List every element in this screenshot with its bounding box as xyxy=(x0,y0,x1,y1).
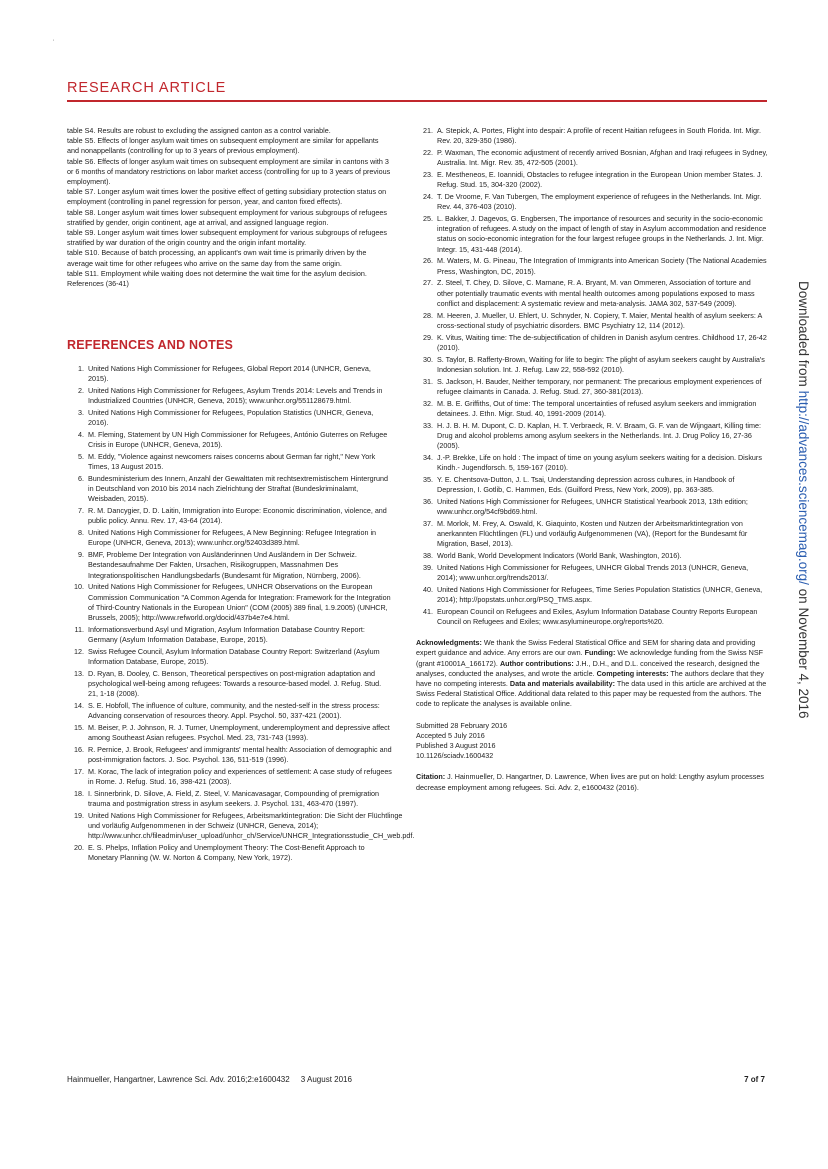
download-banner xyxy=(796,281,811,719)
acknowledgments-text: We thank the Swiss Federal Statistical Office and SEM for sharing data and providing expert guidance and advice. Any errors are our own. xyxy=(416,638,756,658)
reference-item xyxy=(416,333,768,353)
reference-number: 38. xyxy=(423,551,433,561)
reference-text: United Nations High Commissioner for Refugees, UNHCR Statistical Yearbook 2013, 13th edition; www.unhcr.org/54cf9bd69.html. xyxy=(437,496,748,517)
reference-item xyxy=(416,607,768,627)
reference-item xyxy=(416,585,768,605)
reference-number: 13. xyxy=(74,668,84,678)
reference-text: Z. Steel, T. Chey, D. Silove, C. Marnane, R. A. Bryant, M. van Ommeren, Association of torture and other potentially traumatic events with mental health outcomes among populations exposed to mass conflict and displacement: A systematic review and meta-analysis. JAMA 302, 537-549 (2009). xyxy=(437,278,755,308)
acknowledgments xyxy=(416,638,768,709)
supp-line: table S5. Effects of longer asylum wait times on subsequent employment are similar for appellants and nonappellants (controlling for up to 3 years of previous employment). xyxy=(67,136,379,156)
reference-text: BMF, Probleme Der Integration von Ausländerinnen Und Ausländern in Der Schweiz. Bestandesaufnahme Der Fakten, Ursachen, Risikogruppen, Massnahmen Des Integrationspolitischen Handlungsbedarfs (Bundesamt für Migration, Nürnberg, 2006). xyxy=(88,550,361,580)
reference-text: Informationsverbund Asyl und Migration, Asylum Information Database Country Report: Germany (Asylum Information Database, Europe, 2015). xyxy=(88,624,365,645)
footer-citation: Hainmueller, Hangartner, Lawrence Sci. Adv. 2016;2:e1600432 3 August 2016 xyxy=(67,1075,352,1084)
reference-item xyxy=(416,453,768,473)
reference-item xyxy=(416,192,768,212)
reference-item xyxy=(67,550,392,581)
reference-item xyxy=(67,843,392,863)
citation-text: J. Hainmueller, D. Hangartner, D. Lawrence, When lives are put on hold: Lengthy asylum processes decrease employment among refugees. Sci. Adv. 2, e1600432 (2016). xyxy=(416,772,764,792)
reference-number: 20. xyxy=(74,843,84,853)
reference-number: 21. xyxy=(423,126,433,135)
reference-text: M. Heeren, J. Mueller, U. Ehlert, U. Schnyder, N. Copiery, T. Maier, Mental health of asylum seekers: A cross-sectional study of psychiatric disorders. BMC Psychiatry 12, 114 (2012). xyxy=(437,310,762,330)
reference-item xyxy=(67,386,392,406)
reference-number: 30. xyxy=(423,354,433,364)
citation-label: Citation: xyxy=(416,772,446,782)
reference-item xyxy=(67,408,392,428)
reference-text: European Council on Refugees and Exiles, Asylum Information Database Country Reports European Council on Refugees and Exiles; www.asylumineurope.org/reports%20. xyxy=(437,606,758,627)
reference-text: M. Eddy, "Violence against newcomers raises concerns about German far right," New York Times, 13 August 2015. xyxy=(88,452,376,472)
reference-number: 40. xyxy=(423,584,433,594)
reference-item xyxy=(67,701,392,721)
supp-line: table S9. Longer asylum wait times lower subsequent employment for various subgroups of refugees stratified by war duration of the origin country and the origin infant mortality. xyxy=(67,228,388,248)
reference-number: 1. xyxy=(78,364,84,373)
references-left-column xyxy=(67,364,415,865)
reference-text: T. De Vroome, F. Van Tubergen, The employment experience of refugees in the Netherlands. Int. Migr. Rev. 44, 376-403 (2010). xyxy=(437,192,762,212)
reference-item xyxy=(67,723,392,743)
reference-text: United Nations High Commissioner for Refugees, Population Statistics (UNHCR, Geneva, 2016). xyxy=(88,408,374,428)
reference-text: S. Taylor, B. Rafferty-Brown, Waiting for life to begin: The plight of asylum seekers caught by Australia's Indonesian solution. Int. J. Refug. Law 22, 558-592 (2010). xyxy=(437,354,765,374)
reference-item xyxy=(416,563,768,583)
reference-text: United Nations High Commissioner for Refugees, UNHCR Observations on the European Commission Communication "A Common Agenda for Integration: Framework for the Integration of Third-Country Nationals in the European Union" (COM (2005) 389 final, 1.9.2005) (UNHCR, Brussels, 2005); http://www.refworld.org/docid/437b4e7e4.html. xyxy=(88,582,391,623)
reference-number: 18. xyxy=(74,789,84,799)
reference-text: J.-P. Brekke, Life on hold : The impact of time on young asylum seekers waiting for a decision. Diskurs Kindh.- Jugendforsch. 5, 159-167 (2010). xyxy=(437,452,762,473)
data-availability-text: The data used in this article are archived at the Swiss Federal Statistical Office. Additional data related to this paper may be requested from the authors. The code to replicate the analyses is available online. xyxy=(416,679,767,709)
page-number: 7 of 7 xyxy=(744,1075,765,1084)
reference-number: 19. xyxy=(74,811,84,821)
reference-number: 11. xyxy=(74,624,84,634)
reference-number: 12. xyxy=(74,646,84,656)
reference-item xyxy=(416,311,768,331)
reference-number: 5. xyxy=(78,452,84,461)
supp-line: table S8. Longer asylum wait times lower subsequent employment for various subgroups of refugees stratified by gender, origin continent, age at arrival, and assigned language region. xyxy=(67,207,388,227)
reference-number: 3. xyxy=(78,408,84,417)
reference-number: 22. xyxy=(423,148,433,157)
doi: 10.1126/sciadv.1600432 xyxy=(416,751,494,761)
supp-line: table S11. Employment while waiting does not determine the wait time for the asylum decision. xyxy=(67,268,367,278)
reference-item xyxy=(67,582,392,623)
supp-line: References (36-41) xyxy=(67,279,129,289)
accepted-date: Accepted 5 July 2016 xyxy=(416,730,485,740)
reference-text: K. Vitus, Waiting time: The de-subjectification of children in Danish asylum centres. Childhood 17, 26-42 (2010). xyxy=(437,332,767,352)
reference-item xyxy=(67,528,392,548)
reference-item xyxy=(67,506,392,526)
reference-item xyxy=(416,256,768,276)
funding-text: We acknowledge funding from the Swiss NSF (grant #10001A_166172). xyxy=(416,648,764,668)
supp-line: table S7. Longer asylum wait times lower the positive effect of getting subsidiary protection status on employment (controlling in panel regression for person, year, and canton fixed effects). xyxy=(67,187,387,207)
reference-item xyxy=(416,148,768,168)
download-prefix: Downloaded from xyxy=(796,281,811,391)
supplementary-list xyxy=(67,126,392,289)
reference-text: E. Mestheneos, E. Ioannidi, Obstacles to refugee integration in the European Union member States. J. Refug. Stud. 15, 304-320 (2002). xyxy=(437,170,763,190)
reference-item xyxy=(416,475,768,495)
reference-number: 41. xyxy=(423,606,433,616)
reference-item xyxy=(67,669,392,700)
reference-item xyxy=(67,811,415,842)
reference-number: 15. xyxy=(74,723,84,733)
reference-item xyxy=(67,364,392,384)
reference-item xyxy=(416,170,768,190)
reference-item xyxy=(416,519,768,550)
supp-line: table S10. Because of batch processing, an applicant's own wait time is primarily driven by the average wait time for other refugees who arrive on the same day from the same origin. xyxy=(67,248,367,268)
reference-number: 9. xyxy=(78,550,84,560)
reference-text: United Nations High Commissioner for Refugees, Time Series Population Statistics (UNHCR, Geneva, 2014); http://popstats.unhcr.org/PSQ_TMS.aspx. xyxy=(437,584,763,605)
reference-number: 2. xyxy=(78,386,84,395)
reference-number: 31. xyxy=(423,376,433,386)
reference-text: United Nations High Commissioner for Refugees, A New Beginning: Refugee Integration in Europe (UNHCR, Geneva, 2013); www.unhcr.org/52403d389.html. xyxy=(88,528,377,548)
reference-text: World Bank, World Development Indicators (World Bank, Washington, 2016). xyxy=(437,551,682,561)
reference-item xyxy=(67,474,392,505)
competing-interests-text: The authors declare that they have no competing interests. xyxy=(416,668,764,689)
reference-item xyxy=(416,377,768,397)
reference-number: 6. xyxy=(78,474,84,483)
reference-number: 36. xyxy=(423,496,433,506)
reference-text: M. Korac, The lack of integration policy and experiences of settlement: A case study of refugees in Rome. J. Refug. Stud. 16, 398-421 (2003). xyxy=(88,767,392,787)
reference-item xyxy=(67,430,392,450)
reference-number: 7. xyxy=(78,506,84,516)
reference-number: 4. xyxy=(78,430,84,439)
citation xyxy=(416,772,768,792)
contributions-text: J.H., D.H., and D.L. conceived the research, designed the analyses, conducted the analyses, and wrote the article. xyxy=(416,658,760,678)
reference-number: 8. xyxy=(78,528,84,538)
reference-number: 39. xyxy=(423,562,433,572)
reference-number: 23. xyxy=(423,170,433,179)
reference-item xyxy=(67,452,392,472)
reference-text: United Nations High Commissioner for Refugees, UNHCR Global Trends 2013 (UNHCR, Geneva, 2014); www.unhcr.org/trends2013/. xyxy=(437,562,749,583)
reference-number: 25. xyxy=(423,214,433,223)
reference-item xyxy=(67,647,392,667)
reference-text: S. Jackson, H. Bauder, Neither temporary, nor permanent: The precarious employment experiences of refugee claimants in Canada. J. Refug. Stud. 27, 360-381(2013). xyxy=(437,376,762,396)
reference-text: M. Beiser, P. J. Johnson, R. J. Turner, Unemployment, underemployment and depressive affect among Southeast Asian refugees. Psychol. Med. 23, 731-743 (1993). xyxy=(88,723,390,743)
published-date: Published 3 August 2016 xyxy=(416,741,496,751)
reference-number: 14. xyxy=(74,701,84,711)
funding-label: Funding: xyxy=(584,648,616,658)
reference-item xyxy=(416,551,768,561)
reference-text: R. M. Dancygier, D. D. Laitin, Immigration into Europe: Economic discrimination, violence, and public policy. Annu. Rev. 17, 43-64 (2014). xyxy=(88,506,387,526)
reference-item xyxy=(416,214,768,255)
contributions-label: Author contributions: xyxy=(499,658,574,668)
reference-item xyxy=(67,745,392,765)
reference-item xyxy=(67,789,392,809)
section-header: RESEARCH ARTICLE xyxy=(67,80,227,96)
reference-item xyxy=(416,399,768,419)
acknowledgments-label: Acknowledgments: xyxy=(416,638,482,648)
reference-text: Swiss Refugee Council, Asylum Information Database Country Report: Switzerland (Asylum Information Database, Europe, 2015). xyxy=(88,646,380,667)
competing-interests-label: Competing interests: xyxy=(596,668,669,678)
reference-text: Bundesministerium des Innern, Anzahl der Gewalttaten mit rechtsextremistischem Hintergrund in Deutschland von 2010 bis 2014 nach Zielrichtung der Straftat (Bundeskriminalamt, Weisbaden, 2015). xyxy=(88,474,389,504)
reference-text: E. S. Phelps, Inflation Policy and Unemployment Theory: The Cost-Benefit Approach to Monetary Planning (W. W. Norton & Company, New York, 1972). xyxy=(88,843,365,863)
reference-item xyxy=(67,767,392,787)
reference-number: 37. xyxy=(423,518,433,528)
reference-number: 34. xyxy=(423,452,433,462)
header-rule xyxy=(67,100,767,102)
reference-number: 17. xyxy=(74,767,84,777)
reference-text: M. Fleming, Statement by UN High Commissioner for Refugees, António Guterres on Refugee Crisis in Europe (UNHCR, Geneva, 2015). xyxy=(88,430,388,450)
reference-number: 24. xyxy=(423,192,433,201)
reference-item xyxy=(416,497,768,517)
publication-dates xyxy=(416,721,768,762)
reference-item xyxy=(416,126,768,146)
reference-number: 29. xyxy=(423,332,433,342)
reference-number: 32. xyxy=(423,398,433,408)
references-heading: REFERENCES AND NOTES xyxy=(67,338,234,352)
reference-text: United Nations High Commissioner for Refugees, Asylum Trends 2014: Levels and Trends in Industrialized Countries (UNHCR, Geneva, 2015); www.unhcr.org/551128679.html. xyxy=(88,386,383,406)
reference-item xyxy=(416,421,768,452)
reference-text: M. B. E. Griffiths, Out of time: The temporal uncertainties of refused asylum seekers and immigration detainees. J. Ethn. Migr. Stud. 40, 1991-2009 (2014). xyxy=(437,398,757,418)
reference-text: United Nations High Commissioner for Refugees, Global Report 2014 (UNHCR, Geneva, 2015). xyxy=(88,364,371,384)
reference-text: P. Waxman, The economic adjustment of recently arrived Bosnian, Afghan and Iraqi refugees in Sydney, Australia. Int. Migr. Rev. 35, 472-505 (2001). xyxy=(437,148,768,168)
reference-text: S. E. Hobfoll, The influence of culture, community, and the nested-self in the stress process: Advancing conservation of resources theory. Appl. Psychol. 50, 337-421 (2001). xyxy=(88,701,380,721)
data-availability-label: Data and materials availability: xyxy=(509,679,615,689)
corner-mark: ' xyxy=(53,40,55,46)
reference-item xyxy=(416,355,768,375)
reference-number: 10. xyxy=(74,582,84,592)
references-right-column xyxy=(416,126,768,793)
reference-text: Y. E. Chentsova-Dutton, J. L. Tsai, Understanding depression across cultures, in Handbook of Depression, I. Gotlib, C. Hammen, Eds. (Guilford Press, New York, 2009), pp. 363-385. xyxy=(437,474,735,495)
reference-number: 28. xyxy=(423,310,433,320)
reference-number: 27. xyxy=(423,278,433,288)
reference-number: 26. xyxy=(423,256,433,266)
reference-text: L. Bakker, J. Dagevos, G. Engbersen, The importance of resources and security in the socio-economic integration of refugees. A study on the impact of length of stay in Asylum accommodation and residence status on socio-economic integration for the four largest refugee groups in the Netherlands. J. Int. Migr. Integr. 15, 431-448 (2014). xyxy=(437,214,767,254)
reference-item xyxy=(67,625,392,645)
reference-text: D. Ryan, B. Dooley, C. Benson, Theoretical perspectives on post-migration adaptation and psychological well-being among refugees: Towards a resource-based model. J. Refug. Stud. 21, 1-18 (2008). xyxy=(88,668,382,699)
reference-number: 16. xyxy=(74,745,84,755)
reference-text: A. Stepick, A. Portes, Flight into despair: A profile of recent Haitian refugees in South Florida. Int. Migr. Rev. 20, 329-350 (1986). xyxy=(437,126,761,146)
reference-text: R. Pernice, J. Brook, Refugees' and immigrants' mental health: Association of demographic and post-immigration factors. J. Soc. Psychol. 136, 511-519 (1996). xyxy=(88,745,392,765)
download-link[interactable]: http://advances.sciencemag.org/ xyxy=(796,390,811,585)
reference-text: United Nations High Commissioner for Refugees, Arbeitsmarktintegration: Die Sicht der Flüchtlinge und vorläufig Aufgenommenen in der Schweiz (UNHCR, Geneva, 2014); http://www.unhcr.ch/fileadmin/user_upload/unhcr_ch/Service/UNHCR_Integrationsstudie_CH_web.pdf. xyxy=(88,811,415,841)
download-suffix: on November 4, 2016 xyxy=(796,584,811,719)
submitted-date: Submitted 28 February 2016 xyxy=(416,720,508,730)
reference-number: 33. xyxy=(423,420,433,430)
reference-text: I. Sinnerbrink, D. Silove, A. Field, Z. Steel, V. Manicavasagar, Compounding of premigration trauma and postmigration stress in asylum seekers. J. Psychol. 131, 463-470 (1997). xyxy=(88,789,379,809)
reference-text: M. Waters, M. G. Pineau, The Integration of Immigrants into American Society (The National Academies Press, Washington, DC, 2015). xyxy=(437,256,767,276)
supp-line: table S4. Results are robust to excluding the assigned canton as a control variable. xyxy=(67,126,331,135)
reference-text: H. J. B. H. M. Dupont, C. D. Kaplan, H. T. Verbraeck, R. V. Braam, G. F. van de Wijngaart, Killing time: Drug and alcohol problems among asylum seekers in the Netherlands. Int. J. Drug Policy 16, 27-36 (2005). xyxy=(437,420,761,451)
reference-item xyxy=(416,278,768,309)
supp-line: table S6. Effects of longer asylum wait times on subsequent employment are similar in cantons with 3 or 6 months of mandatory restrictions on labor market access (controlling for up to 3 years of previous employment). xyxy=(67,156,391,187)
reference-number: 35. xyxy=(423,474,433,484)
reference-text: M. Morlok, M. Frey, A. Oswald, K. Giaquinto, Kosten und Nutzen der Arbeitsmarktintegration von anerkannten Flüchtlingen (FL) und vorläufig Aufgenommenen (VA), (Report for the Bundesamt für Migration, Basel, 2013). xyxy=(437,518,748,549)
